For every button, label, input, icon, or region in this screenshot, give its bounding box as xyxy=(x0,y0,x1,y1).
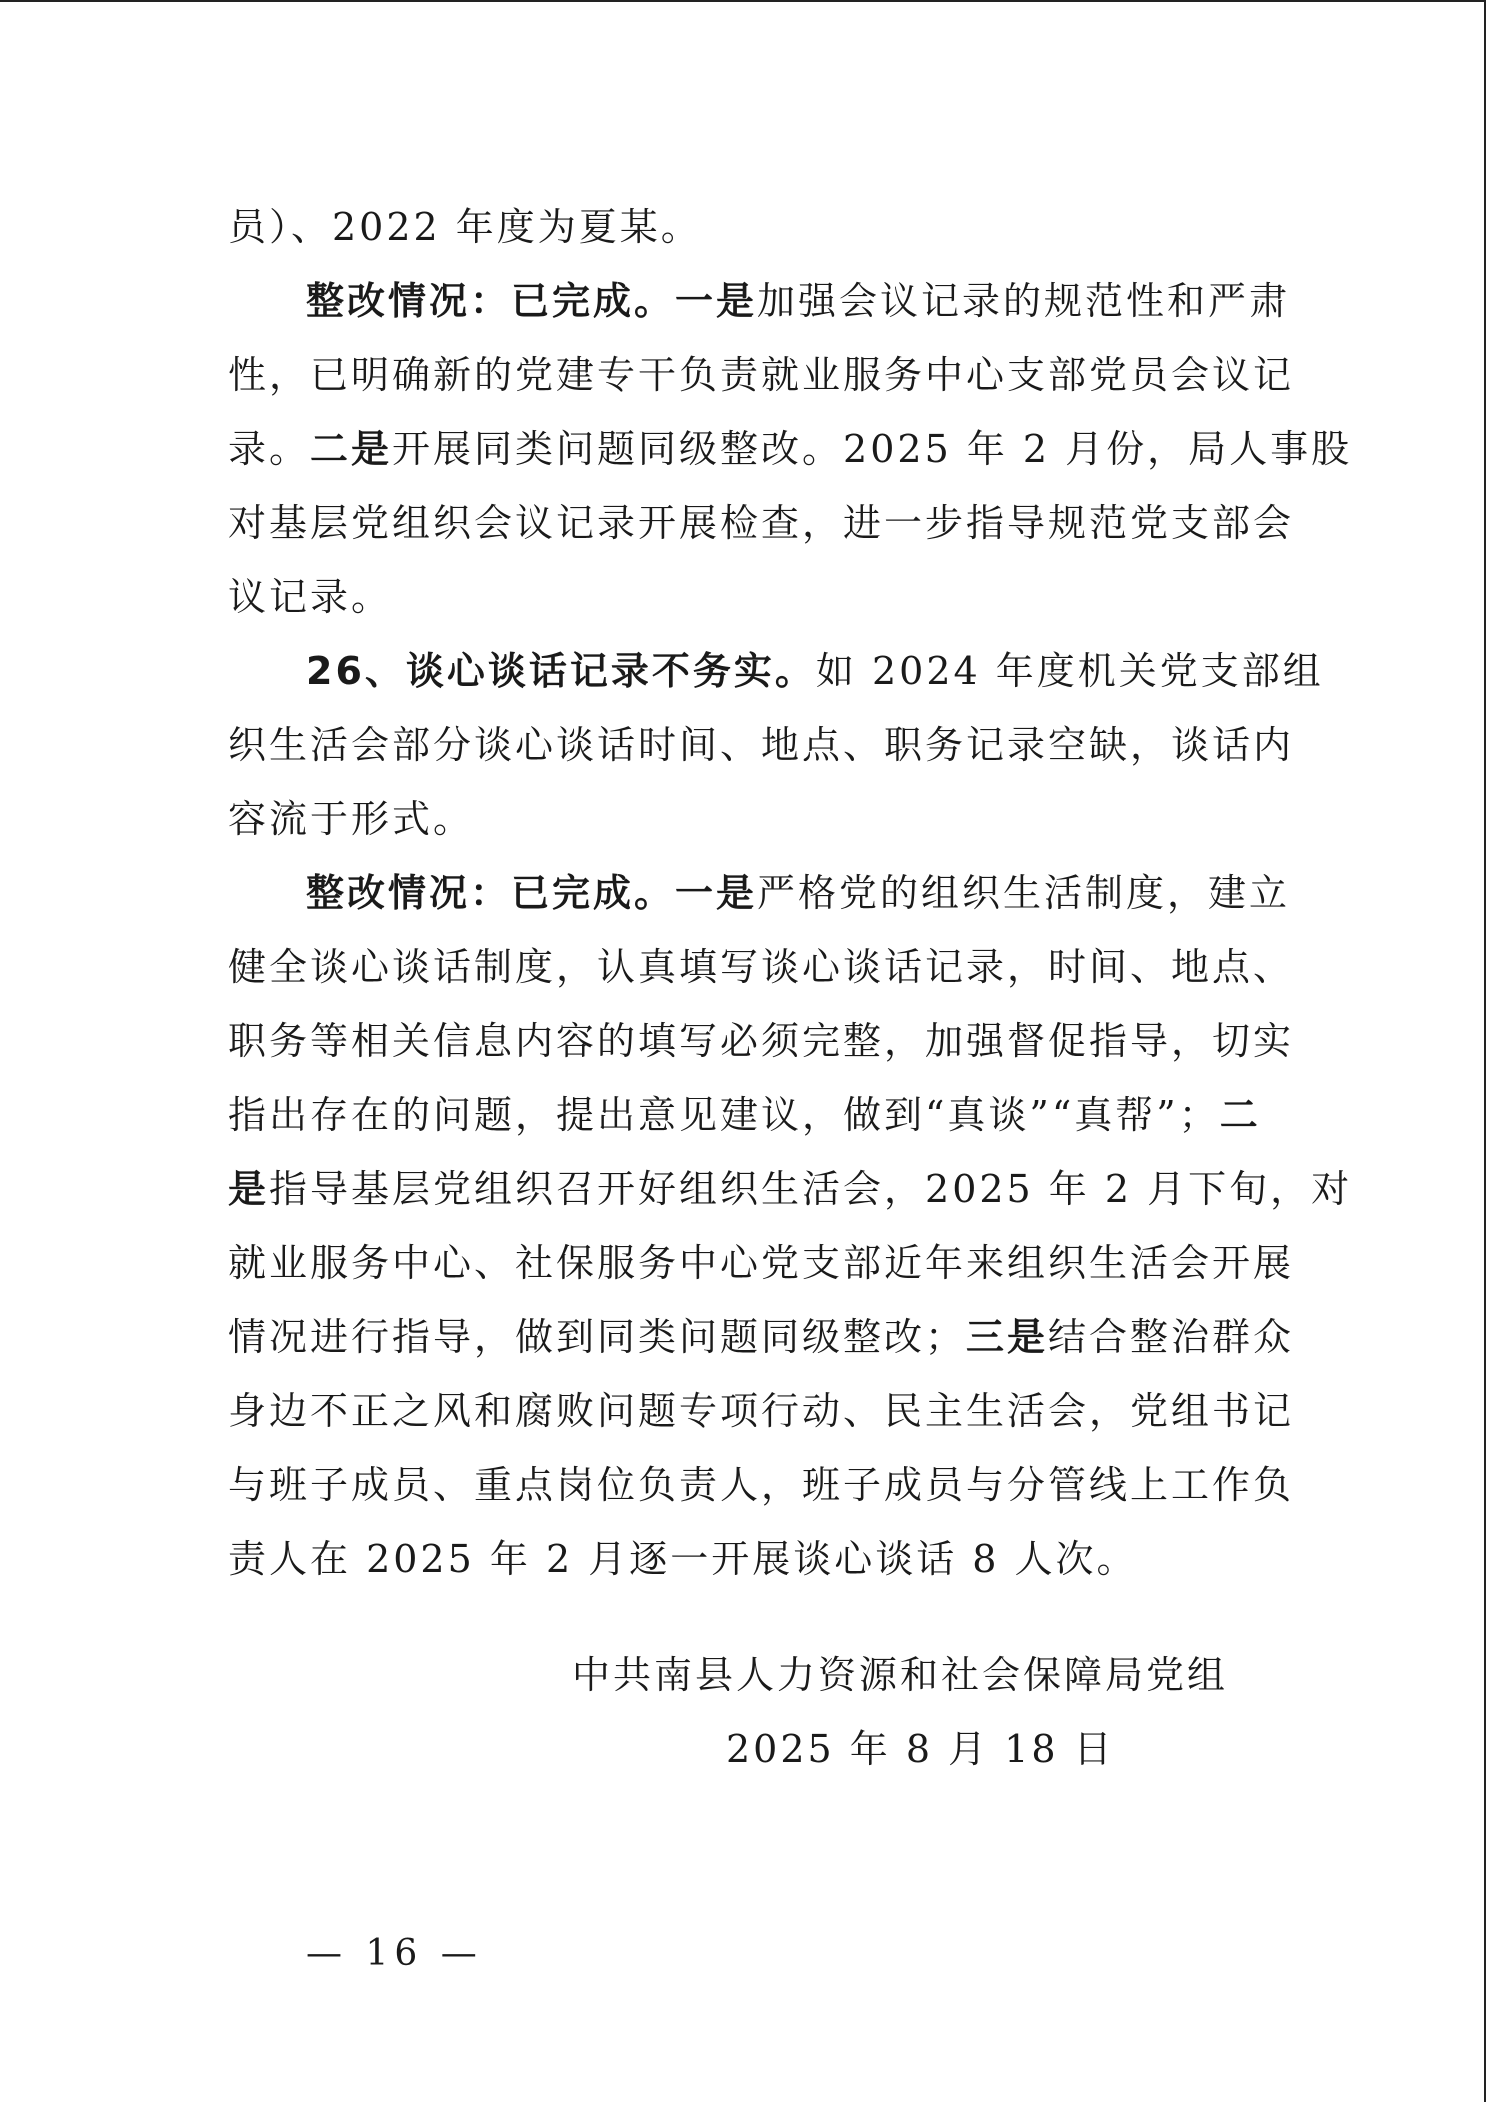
text-run: 开展同类问题同级整改。2025 年 2 月份，局人事股 xyxy=(392,427,1353,471)
text-line xyxy=(228,856,1291,930)
text-run: 性，已明确新的党建专干负责就业服务中心支部党员会议记 xyxy=(228,353,1295,397)
text-line xyxy=(228,190,1262,264)
text-run: 如 2024 年度机关党支部组 xyxy=(815,649,1324,693)
text-line xyxy=(228,1374,1295,1448)
text-line xyxy=(228,1448,1295,1522)
text-run: 责人在 2025 年 2 月逐一开展谈心谈话 8 人次。 xyxy=(228,1537,1138,1581)
text-run: 职务等相关信息内容的填写必须完整，加强督促指导，切实 xyxy=(228,1019,1295,1063)
bold-text-run: 二是 xyxy=(310,427,393,471)
text-run: 织生活会部分谈心谈话时间、地点、职务记录空缺，谈话内 xyxy=(228,723,1295,767)
text-line xyxy=(228,412,1353,486)
bold-text-run: 二 xyxy=(1219,1093,1261,1137)
text-line xyxy=(228,1078,1262,1152)
text-line xyxy=(228,264,1291,338)
text-line xyxy=(228,1226,1295,1300)
text-run: 严格党的组织生活制度，建立 xyxy=(757,871,1291,915)
page-number: — 16 — xyxy=(306,1933,483,1974)
text-run: 指导基层党组织召开好组织生活会，2025 年 2 月下旬，对 xyxy=(269,1167,1353,1211)
body-text xyxy=(228,190,1353,1596)
text-line xyxy=(228,708,1295,782)
text-line xyxy=(228,782,1262,856)
text-line xyxy=(228,634,1324,708)
text-line xyxy=(228,560,1262,634)
text-line xyxy=(228,486,1295,560)
bold-text-run: 26、谈心谈话记录不务实。 xyxy=(306,649,816,693)
text-run: 对基层党组织会议记录开展检查，进一步指导规范党支部会 xyxy=(228,501,1295,545)
bold-text-run: 是 xyxy=(228,1167,270,1211)
text-run: 议记录。 xyxy=(228,575,393,619)
text-run: 容流于形式。 xyxy=(228,797,475,841)
text-line xyxy=(228,338,1295,412)
bold-text-run: 三是 xyxy=(966,1315,1049,1359)
text-line xyxy=(228,1152,1353,1226)
text-line xyxy=(228,1522,1262,1596)
issuing-organization: 中共南县人力资源和社会保障局党组 xyxy=(572,1653,1229,1697)
issue-date: 2025 年 8 月 18 日 xyxy=(726,1727,1115,1771)
text-run: 身边不正之风和腐败问题专项行动、民主生活会，党组书记 xyxy=(228,1389,1295,1433)
text-run: 情况进行指导，做到同类问题同级整改； xyxy=(228,1315,967,1359)
text-line xyxy=(228,1004,1295,1078)
text-run: 指出存在的问题，提出意见建议，做到“真谈”“真帮”； xyxy=(228,1093,1220,1137)
text-run: 与班子成员、重点岗位负责人，班子成员与分管线上工作负 xyxy=(228,1463,1295,1507)
text-run: 录。 xyxy=(228,427,311,471)
bold-text-run: 整改情况：已完成。一是 xyxy=(306,871,758,915)
text-run: 结合整治群众 xyxy=(1048,1315,1295,1359)
bold-text-run: 整改情况：已完成。一是 xyxy=(306,279,758,323)
text-line xyxy=(228,1300,1295,1374)
text-run: 就业服务中心、社保服务中心党支部近年来组织生活会开展 xyxy=(228,1241,1295,1285)
text-run: 加强会议记录的规范性和严肃 xyxy=(757,279,1291,323)
text-run: 健全谈心谈话制度，认真填写谈心谈话记录，时间、地点、 xyxy=(228,945,1295,989)
text-run: 员）、2022 年度为夏某。 xyxy=(228,205,702,249)
text-line xyxy=(228,930,1295,1004)
